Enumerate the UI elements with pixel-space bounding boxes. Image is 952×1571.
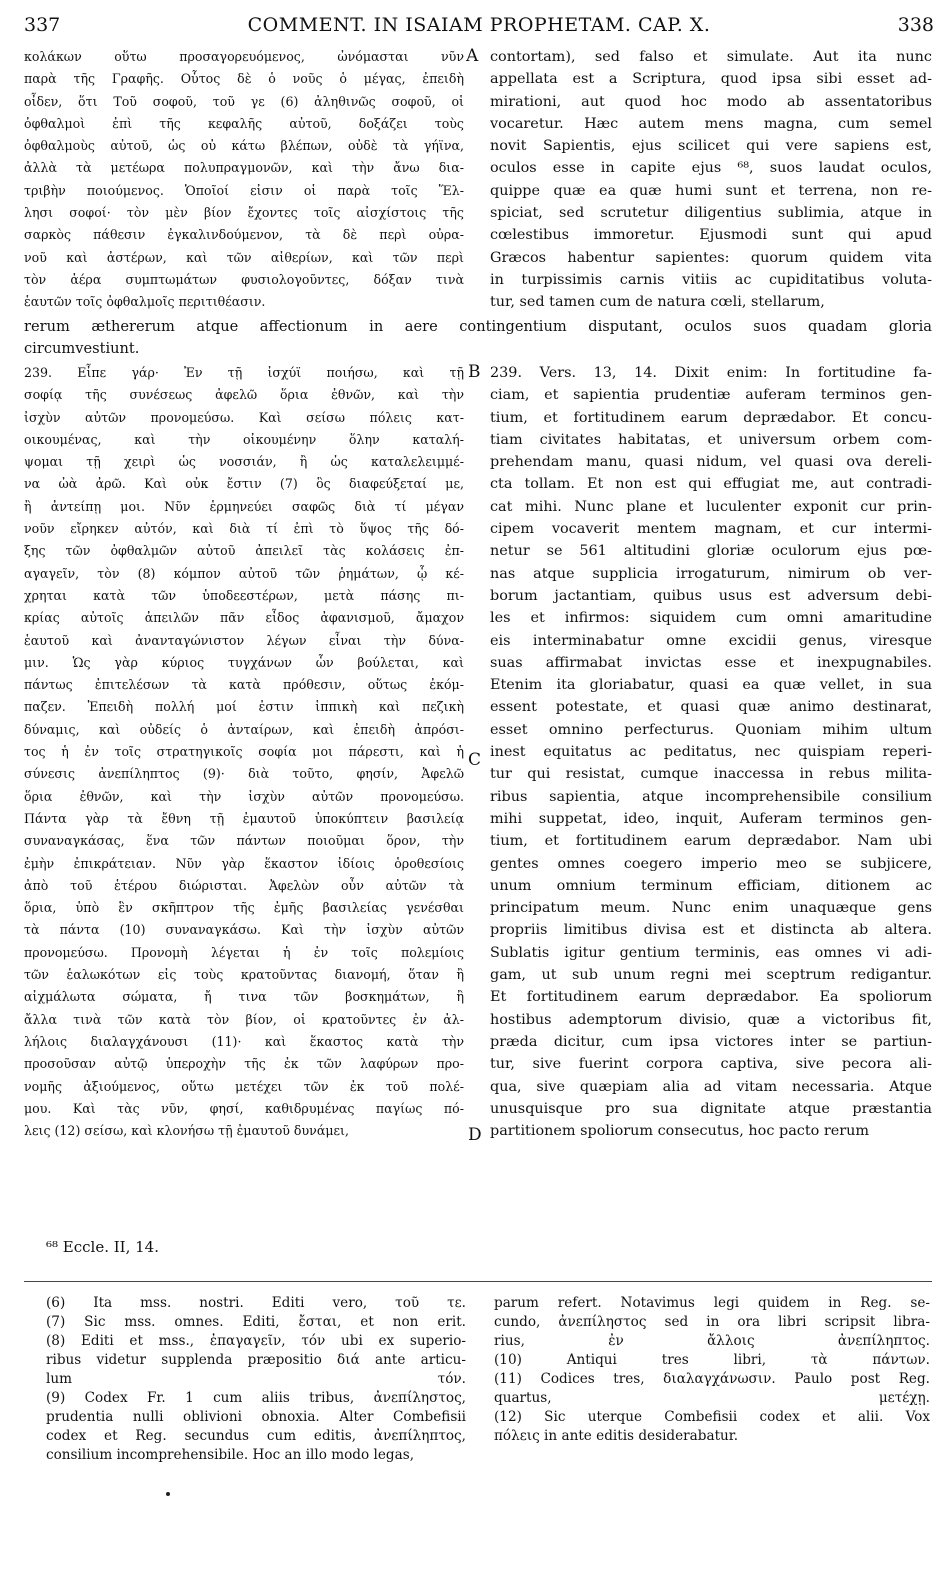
greek-text-line: ἰσχὺν αὐτῶν προνομεύσω. Καὶ σείσω πόλεις κατ- xyxy=(24,409,464,425)
greek-text-line: ἀλλὰ τὰ μετέωρα πολυπραγμονῶν, καὶ τὴν ἄνω δια- xyxy=(24,160,464,176)
latin-column-section-b xyxy=(490,362,932,1142)
greek-text-line: λησι σοφοί· τὸν μὲν βίον ἔχοντες τοῖς αἰσχίστοις τῆς xyxy=(24,205,464,221)
greek-text-line: λήλοις διαλαγχάνουσι (11)· καὶ ἕκαστος κατὰ τὴν xyxy=(24,1033,464,1049)
latin-text-line: unusquisque pro sua dignitate atque præstantia xyxy=(490,1100,932,1117)
greek-text-line: προνομεύσω. Προνομὴ λέγεται ἡ ἐν τοῖς πολεμίοις xyxy=(24,944,464,960)
greek-text-line: σοφίᾳ τῆς συνέσεως ἀφελῶ ὅρια ἐθνῶν, καὶ τὴν xyxy=(24,387,464,403)
greek-text-line: ὀφθαλμοὶ ἐπὶ τῆς κεφαλῆς αὐτοῦ, δοξάζει τοὺς xyxy=(24,115,464,131)
note-line: (7) Sic mss. omnes. Editi, ἔσται, et non erit. xyxy=(46,1314,466,1330)
greek-text-line: παρὰ τῆς Γραφῆς. Οὗτος δὲ ὁ νοῦς ὁ μέγας, ἐπειδὴ xyxy=(24,71,464,87)
section-marker-b: B xyxy=(468,362,481,382)
latin-text-line: cta tollam. Et non est qui effugiat me, aut contradi- xyxy=(490,476,932,493)
greek-text-line: ἀπὸ τοῦ ἑτέρου διώρισται. Ἀφελὼν οὖν αὐτῶν τὰ xyxy=(24,877,464,893)
latin-text-line: hostibus ademptorum divisio, quæ a victoribus fit, xyxy=(490,1011,932,1028)
greek-text-line: 239. Εἶπε γάρ· Ἐν τῇ ἰσχύϊ ποιήσω, καὶ τῇ xyxy=(24,365,464,380)
greek-text-line: ξης τῶν ὀφθαλμῶν αὐτοῦ ἀπειλεῖ τὰς κολάσεις ἐπ- xyxy=(24,543,464,559)
critical-notes-right xyxy=(494,1294,930,1446)
greek-text-line: ἐμὴν ἐπικράτειαν. Νῦν γὰρ ἕκαστον ἰδίοις ὁροθεσίοις xyxy=(24,855,464,871)
note-line: πόλεις in ante editis desiderabatur. xyxy=(494,1428,739,1444)
greek-text-line: δύναμις, καὶ οὐδείς ὁ ἀνταίρων, καὶ ἐπειδὴ ἀπρόσι- xyxy=(24,721,464,737)
page-number-right: 338 xyxy=(897,14,934,36)
note-line: quartus, μετέχῃ. xyxy=(494,1390,930,1406)
greek-text-line: ψομαι τῇ χειρὶ ὡς νοσσιάν, ἢ ὡς καταλελειμμέ- xyxy=(24,454,464,470)
greek-text-line: κολάκων οὕτω προσαγορευόμενος, ὠνόμασται νῦν xyxy=(24,49,464,64)
latin-text-line: rerum æthererum atque affectionum in aere contingentium disputant, oculos suos quadam gloria xyxy=(24,318,932,335)
latin-text-line: mihi suppetat, ideo, inquit, Auferam terminos gen- xyxy=(490,810,932,827)
greek-text-line: τῶν ἑαλωκότων εἰς τοὺς κρατοῦντας διανομή, ὅταν ἢ xyxy=(24,967,464,983)
note-line: lum τόν. xyxy=(46,1371,466,1387)
greek-text-line: Πάντα γὰρ τὰ ἔθνη τῇ ἐμαυτοῦ ὑποκύπτειν βασιλείᾳ xyxy=(24,810,464,826)
latin-text-line: nas atque supplicia irrogaturum, nimirum ob ver- xyxy=(490,565,932,582)
greek-text-line: ἢ ἀντείπῃ μοι. Νῦν ἑρμηνεύει σαφῶς διὰ τί μέγαν xyxy=(24,498,464,514)
latin-text-line: mirationi, aut quod hoc modo ab assentatoribus xyxy=(490,93,932,110)
latin-text-line: cat mihi. Nunc plane et luculenter exponit cur prin- xyxy=(490,498,932,515)
greek-text-line: ἑαυτοῦ καὶ ἀνανταγώνιστον λέγων εἶναι τὴν δύνα- xyxy=(24,632,464,648)
greek-text-line: μου. Καὶ τὰς νῦν, φησί, καθιδρυμένας παγίως πό- xyxy=(24,1100,464,1116)
latin-text-line: Etenim ita gloriabatur, quasi ea quæ vellet, in sua xyxy=(490,677,932,694)
note-line: (6) Ita mss. nostri. Editi vero, τοῦ τε. xyxy=(46,1295,466,1311)
greek-text-line: νοῦ καὶ ἀστέρων, καὶ τῶν αἰθερίων, καὶ τῶν περὶ xyxy=(24,249,464,265)
latin-text-line: gam, ut sub unum regni mei sceptrum redigantur. xyxy=(490,967,932,984)
section-marker-d: D xyxy=(468,1125,482,1145)
greek-text-line: ἄλλα τινὰ τῶν κατὰ τὸν βίον, οἱ κρατοῦντες ἐν ἀλ- xyxy=(24,1011,464,1027)
greek-text-line: ὀφθαλμοὺς αὐτοῦ, ὡς οὐ κάτω βλέπων, οὐδὲ τὰ γήϊνα, xyxy=(24,138,464,154)
greek-text-line: ὅρια ἐθνῶν, καὶ τὴν ἰσχὺν αὐτῶν προνομεύσω. xyxy=(24,788,464,804)
greek-text-line: να ὠὰ ἀρῶ. Καὶ οὐκ ἔστιν (7) ὃς διαφεύξεταί με, xyxy=(24,476,464,492)
latin-text-line: cœlestibus immoretur. Ejusmodi sunt qui apud xyxy=(490,227,932,244)
note-line: (11) Codices tres, διαλαγχάνωσιν. Paulo post Reg. xyxy=(494,1371,930,1387)
greek-text-line: προσοῦσαν αὐτῷ ὑπεροχὴν τῆς ἐκ τῶν λαφύρων προ- xyxy=(24,1056,464,1072)
latin-text-line: propriis limitibus divisa est et distincta ab altera. xyxy=(490,922,932,939)
latin-text-line: qua, sive quæpiam alia ad vitam necessaria. Atque xyxy=(490,1078,932,1095)
latin-text-line: borum jactantiam, quibus usus est adversum debi- xyxy=(490,587,932,604)
greek-text-line: τριβὴν ποιούμενος. Ὁποῖοί εἰσιν οἱ παρὰ τοῖς Ἕλ- xyxy=(24,182,464,198)
latin-text-line: unum omnium terminum efficiam, ditionem ac xyxy=(490,877,932,894)
greek-text-line: τὰ πάντα (10) συναναγκάσω. Καὶ τὴν ἰσχὺν αὐτῶν xyxy=(24,922,464,938)
note-line: parum refert. Notavimus legi quidem in Reg. se- xyxy=(494,1295,930,1311)
note-line: consilium incomprehensibile. Hoc an illo modo legas, xyxy=(46,1447,415,1463)
page-number-left: 337 xyxy=(24,14,61,36)
latin-text-line: prehendam manu, quasi nidum, vel quasi ova dereli- xyxy=(490,454,932,471)
latin-text-line: ribus sapientia, atque incomprehensibile consilium xyxy=(490,788,932,805)
note-line: (10) Antiqui tres libri, τὰ πάντων. xyxy=(494,1352,930,1368)
latin-text-line: eis interminabatur omne excidii genus, viresque xyxy=(490,632,932,649)
running-title: COMMENT. IN ISAIAM PROPHETAM. CAP. X. xyxy=(247,14,711,36)
latin-text-line: tium, et fortitudinem earum deprædabor. Et concu- xyxy=(490,409,932,426)
latin-text-line: esset omnino perfecturus. Quoniam mihim ultum xyxy=(490,721,932,738)
latin-text-line: 239. Vers. 13, 14. Dixit enim: In fortitudine fa- xyxy=(490,365,932,381)
latin-text-line: tur, sive fuerint corpora captiva, sive pecora ali- xyxy=(490,1056,932,1073)
section-marker-a: A xyxy=(466,46,479,66)
latin-text-line: les et infirmos: siquidem cum omni amaritudine xyxy=(490,610,932,627)
footnote-rule xyxy=(24,1281,932,1282)
latin-text-line: partitionem spoliorum consecutus, hoc pacto rerum xyxy=(490,1123,870,1140)
greek-text-line: συναναγκάσας, ἕνα τῶν πάντων ποιοῦμαι ὅρον, τὴν xyxy=(24,833,464,849)
latin-text-line: Et fortitudinem earum deprædabor. Ea spoliorum xyxy=(490,989,932,1006)
latin-text-line: ciam, et sapientia prudentiæ auferam terminos gen- xyxy=(490,387,932,404)
note-line: cundo, ἀνεπίληστος sed in ora libri scripsit libra- xyxy=(494,1314,930,1330)
greek-text-line: αγαγεῖν, τὸν (8) κόμπον αὐτοῦ τῶν ῥημάτων, ᾧ κέ- xyxy=(24,565,464,581)
greek-text-line: αἰχμάλωτα σώματα, ἤ τινα τῶν βοσκημάτων, ἢ xyxy=(24,989,464,1005)
latin-text-line: tiam civitates habitatas, et universum orbem com- xyxy=(490,431,932,448)
latin-text-line: Græcos habentur sapientes: quorum quidem vita xyxy=(490,249,932,266)
greek-text-line: λεις (12) σείσω, καὶ κλονήσω τῇ ἐμαυτοῦ δυνάμει, xyxy=(24,1123,349,1139)
latin-text-line: tur, sed tamen cum de natura cœli, stellarum, xyxy=(490,294,825,311)
greek-column-section-a xyxy=(24,46,464,314)
note-line: prudentia nulli oblivioni obnoxia. Alter Combefisii xyxy=(46,1409,466,1425)
greek-text-line: νοῦν εἴρηκεν αὐτόν, καὶ διὰ τί ἐπὶ τὸ ὕψος τῆς δό- xyxy=(24,521,464,537)
note-line: (8) Editi et mss., ἐπαγαγεῖν, τόν ubi ex superio- xyxy=(46,1333,466,1349)
running-header xyxy=(24,14,934,44)
latin-text-line: contortam), sed falso et simulate. Aut ita nunc xyxy=(490,49,932,65)
latin-text-line: tium, et fortitudinem earum deprædabor. Nam ubi xyxy=(490,833,932,850)
note-line: ribus videtur supplenda præpositio διά ante articu- xyxy=(46,1352,466,1368)
greek-text-line: κρίας αὐτοῖς ἀπειλῶν πᾶν εἶδος ἀφανισμοῦ, ἄμαχον xyxy=(24,610,464,626)
latin-text-line: quippe quæ ea quæ humi sunt et terrena, non re- xyxy=(490,182,932,199)
note-line: (12) Sic uterque Combefisii codex et alii. Vox xyxy=(494,1409,930,1425)
greek-text-line: ὅρια, ὑπὸ ἓν σκῆπτρον τῆς ἐμῆς βασιλείας γενέσθαι xyxy=(24,900,464,916)
latin-text-line: suas affirmabat invictas esse et inexpugnabiles. xyxy=(490,654,932,671)
latin-column-section-a xyxy=(490,46,932,314)
greek-text-line: χρηται κατὰ τῶν ὑποδεεστέρων, μετὰ πάσης πι- xyxy=(24,587,464,603)
latin-text-line: principatum meum. Nunc enim unaquæque gens xyxy=(490,900,932,917)
greek-column-section-b xyxy=(24,362,464,1142)
greek-text-line: τος ἡ ἐν τοῖς στρατηγικοῖς σοφία μοι πάρεστι, καὶ ἡ xyxy=(24,744,464,760)
latin-text-line: inest equitatus ac peditatus, nec quispiam reperi- xyxy=(490,744,932,761)
greek-text-line: οικουμένας, καὶ τὴν οἰκουμένην ὅλην καταλή- xyxy=(24,431,464,447)
latin-text-line: Sublatis igitur gentium terminis, eas omnes vi adi- xyxy=(490,944,932,961)
latin-text-line: tur qui resistat, cumque inaccessa in rebus milita- xyxy=(490,766,932,783)
latin-text-line: appellata est a Scriptura, quod ipsa sibi esset ad- xyxy=(490,71,932,88)
latin-text-line: oculos esse in capite ejus ⁶⁸, suos laudat oculos, xyxy=(490,160,932,177)
greek-text-line: οἶδεν, ὅτι Τοῦ σοφοῦ, τοῦ γε (6) ἀληθινῶς σοφοῦ, οἱ xyxy=(24,93,464,109)
greek-text-line: παζεν. Ἐπειδὴ πολλή μοί ἐστιν ἱππικὴ καὶ πεζικὴ xyxy=(24,699,464,715)
footnote-68: ⁶⁸ Eccle. II, 14. xyxy=(46,1238,159,1256)
ink-speck xyxy=(166,1492,170,1496)
greek-text-line: σαρκὸς πάθεσιν ἐγκαλινδούμενον, τὰ δὲ περὶ οὐρα- xyxy=(24,227,464,243)
latin-text-line: cipem vocaverit mentem magnam, et cur intermi- xyxy=(490,521,932,538)
greek-text-line: ἑαυτῶν τοῖς ὀφθαλμοῖς περιτιθέασιν. xyxy=(24,294,266,310)
section-marker-c: C xyxy=(468,750,482,770)
latin-text-line: spiciat, sed scrutetur diligentius sublimia, atque in xyxy=(490,205,932,222)
note-line: rius, ἐν ἄλλοις ἀνεπίληπτος. xyxy=(494,1333,930,1349)
greek-text-line: νομῆς ἀξιούμενος, οὕτω μετέχει τῶν ἐκ τοῦ πολέ- xyxy=(24,1078,464,1094)
latin-text-line: gentes omnes coegero imperio meo se subjicere, xyxy=(490,855,932,872)
full-width-continuation xyxy=(24,316,932,360)
latin-text-line: essent potestate, et quasi quæ animo destinarat, xyxy=(490,699,932,716)
latin-text-line: novit Sapientis, ejus scilicet qui vere sapiens est, xyxy=(490,138,932,155)
greek-text-line: τὸν ἀέρα συμπτωμάτων φυσιολογοῦντες, δόξαν τινὰ xyxy=(24,271,464,287)
latin-text-line: circumvestiunt. xyxy=(24,340,140,357)
greek-text-line: πάντως ἐπιτελέσων τὰ κατὰ πρόθεσιν, οὕτως ἐκόμ- xyxy=(24,677,464,693)
latin-text-line: præda dicitur, cum ipsa victores inter se partiun- xyxy=(490,1033,932,1050)
critical-notes-left xyxy=(46,1294,466,1465)
latin-text-line: netur se 561 altitudini gloriæ oculorum ejus pœ- xyxy=(490,543,932,560)
greek-text-line: μιν. Ὡς γὰρ κύριος τυγχάνων ὧν βούλεται, καὶ xyxy=(24,654,464,670)
latin-text-line: in turpissimis carnis vitiis ac cupiditatibus voluta- xyxy=(490,271,932,288)
note-line: (9) Codex Fr. 1 cum aliis tribus, ἀνεπίληστος, xyxy=(46,1390,466,1406)
latin-text-line: vocaretur. Hæc autem mens magna, cum semel xyxy=(490,115,932,132)
note-line: codex et Reg. secundus cum editis, ἀνεπίληπτος, xyxy=(46,1428,466,1444)
greek-text-line: σύνεσις ἀνεπίληπτος (9)· διὰ τοῦτο, φησίν, Ἀφελῶ xyxy=(24,766,464,782)
